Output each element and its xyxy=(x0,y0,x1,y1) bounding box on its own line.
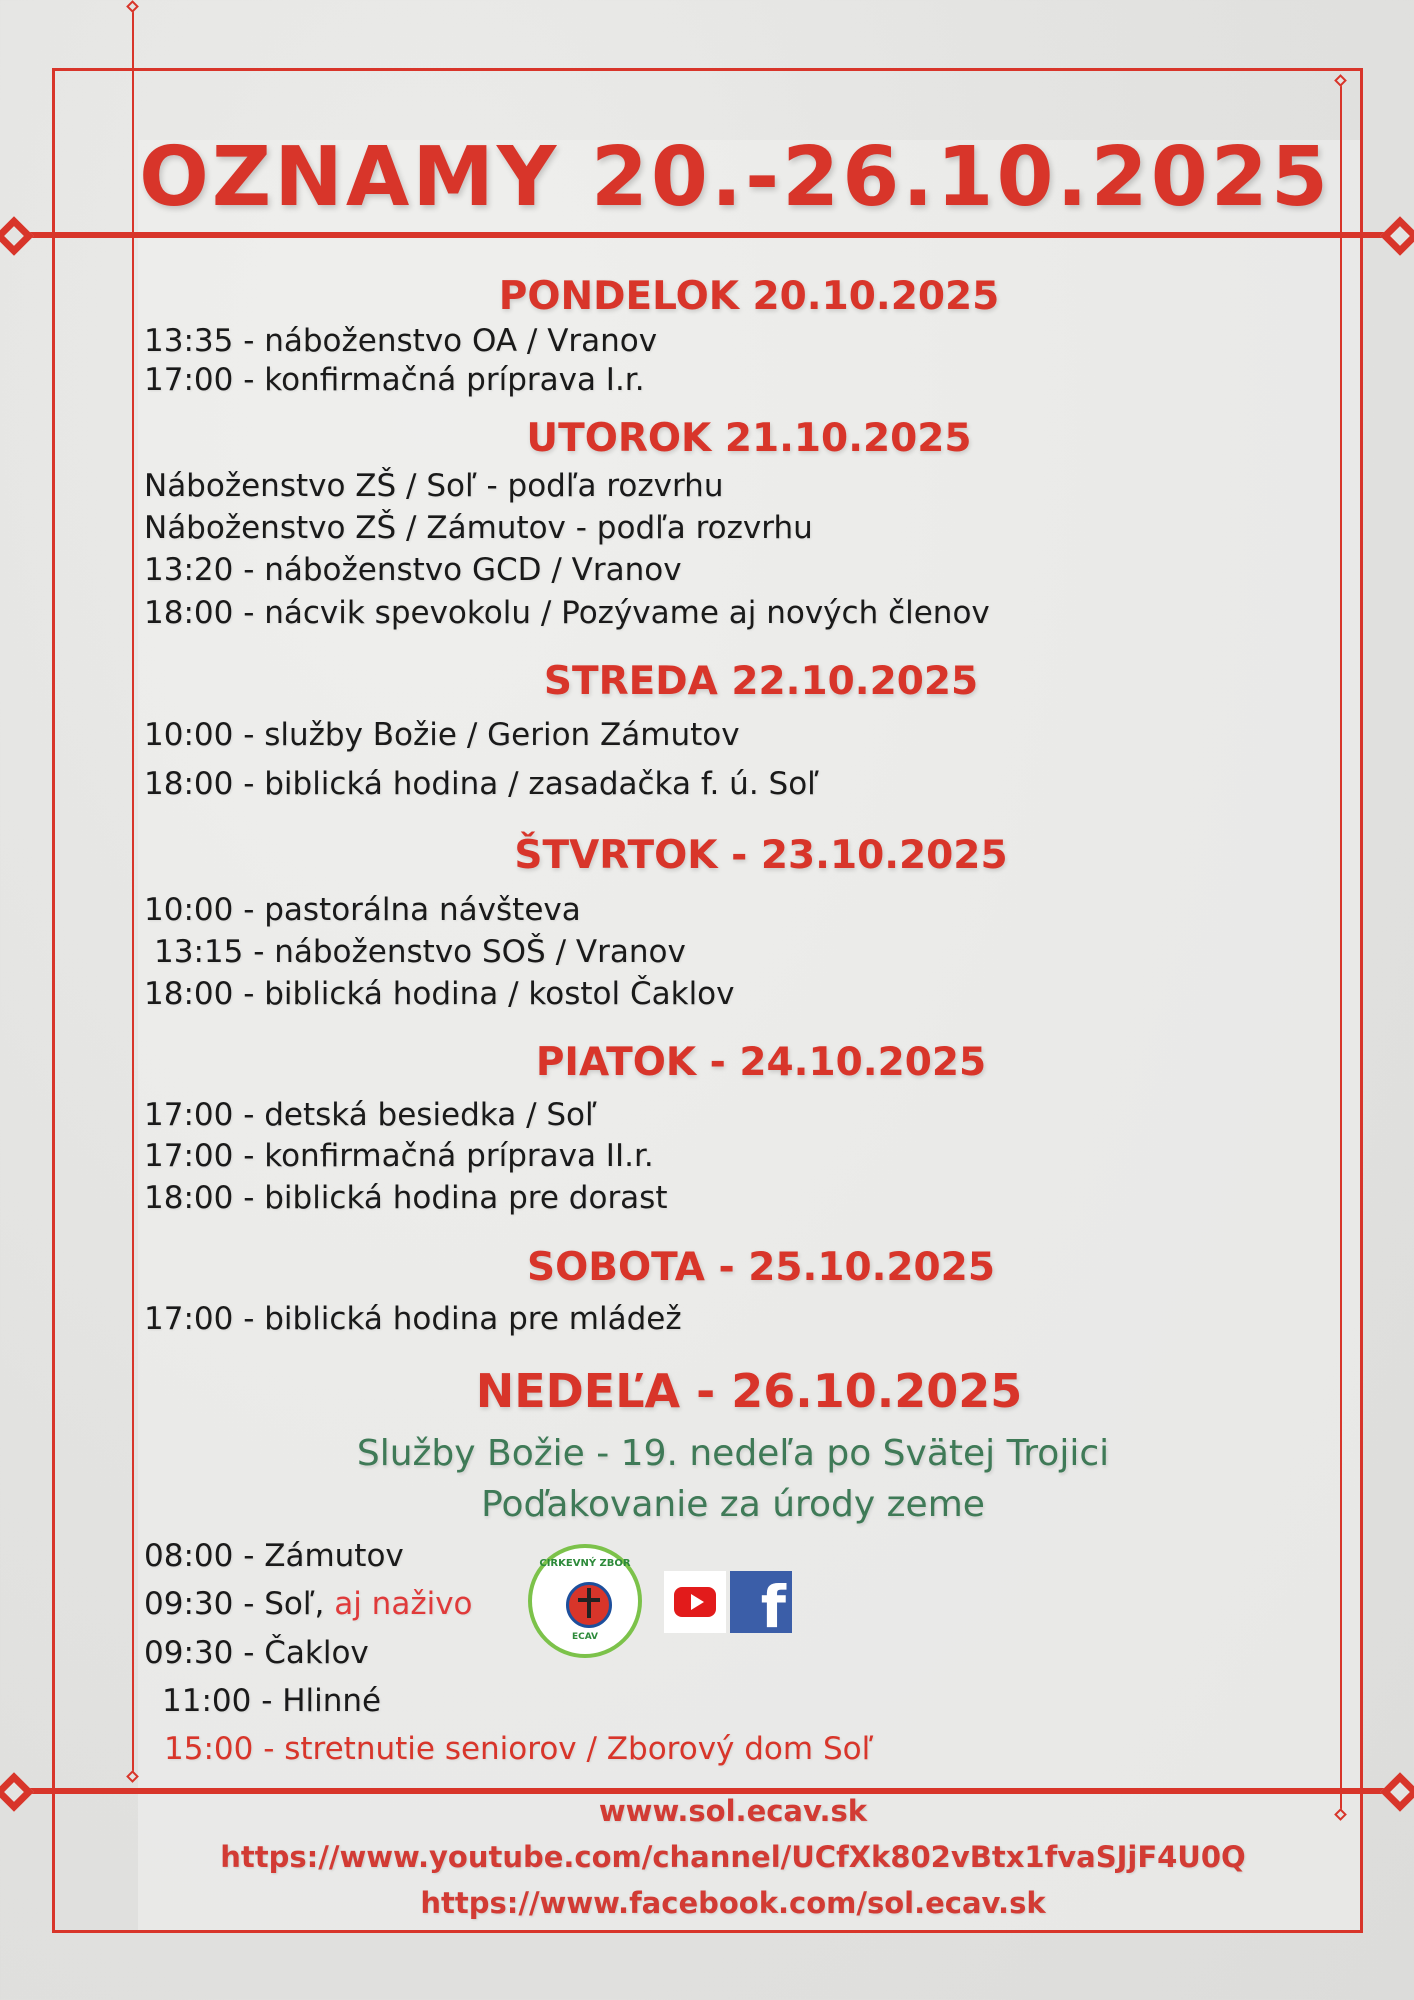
schedule-item: 18:00 - nácvik spevokolu / Pozývame aj nových členov xyxy=(144,595,990,631)
ornament-diamond xyxy=(1334,74,1347,87)
schedule-item: 13:20 - náboženstvo GCD / Vranov xyxy=(144,552,682,588)
frame-left xyxy=(52,68,55,1933)
youtube-link[interactable]: https://www.youtube.com/channel/UCfXk802vBtx1fvaSJjF4U0Q xyxy=(220,1840,1246,1874)
ornament-diamond xyxy=(126,0,139,13)
service-item-text: 09:30 - Soľ, xyxy=(144,1586,325,1622)
website-link[interactable]: www.sol.ecav.sk xyxy=(598,1794,868,1828)
logo-top-text: CIRKEVNÝ ZBOR xyxy=(539,1558,631,1569)
live-label: aj naživo xyxy=(334,1586,473,1622)
schedule-item: 18:00 - biblická hodina pre dorast xyxy=(144,1180,668,1216)
day-heading-friday: PIATOK - 24.10.2025 xyxy=(535,1040,987,1085)
frame-top xyxy=(52,68,1362,71)
facebook-link[interactable]: https://www.facebook.com/sol.ecav.sk xyxy=(420,1886,1046,1920)
schedule-item: 10:00 - pastorálna návšteva xyxy=(144,892,581,928)
day-heading-wednesday: STREDA 22.10.2025 xyxy=(543,659,979,704)
frame-bottom xyxy=(52,1930,1362,1933)
schedule-item: Náboženstvo ZŠ / Zámutov - podľa rozvrhu xyxy=(144,510,813,546)
footer-diamond-right xyxy=(1380,1772,1414,1812)
day-heading-thursday: ŠTVRTOK - 23.10.2025 xyxy=(514,833,1008,878)
schedule-item: Náboženstvo ZŠ / Soľ - podľa rozvrhu xyxy=(144,468,724,504)
schedule-item: 18:00 - biblická hodina / zasadačka f. ú. Soľ xyxy=(144,766,819,802)
schedule-item: 18:00 - biblická hodina / kostol Čaklov xyxy=(144,976,735,1012)
footer-diamond-left xyxy=(0,1772,34,1812)
schedule-item: 13:35 - náboženstvo OA / Vranov xyxy=(144,323,658,359)
schedule-item: 13:15 - náboženstvo SOŠ / Vranov xyxy=(154,934,686,970)
schedule-item: 10:00 - služby Božie / Gerion Zámutov xyxy=(144,717,740,753)
page-title: OZNAMY 20.-26.10.2025 xyxy=(139,130,1331,225)
day-heading-sunday: NEDEĽA - 26.10.2025 xyxy=(475,1364,1023,1418)
day-heading-monday: PONDELOK 20.10.2025 xyxy=(498,274,1000,319)
day-heading-tuesday: UTOROK 21.10.2025 xyxy=(526,416,972,461)
sunday-subtitle-thanksgiving: Poďakovanie za úrody zeme xyxy=(481,1484,985,1525)
sunday-subtitle: Služby Božie - 19. nedeľa po Svätej Trojici xyxy=(356,1433,1110,1474)
facebook-icon[interactable]: f xyxy=(730,1571,792,1633)
inner-left-line xyxy=(132,6,134,1776)
service-item xyxy=(144,1586,473,1622)
frame-right xyxy=(1360,68,1363,1933)
ornament-diamond xyxy=(126,1770,139,1783)
seniors-meeting: 15:00 - stretnutie seniorov / Zborový dom Soľ xyxy=(164,1731,874,1767)
schedule-item: 17:00 - konfirmačná príprava II.r. xyxy=(144,1138,654,1174)
schedule-item: 17:00 - konfirmačná príprava I.r. xyxy=(144,362,645,398)
youtube-icon[interactable] xyxy=(664,1571,726,1633)
church-logo xyxy=(528,1544,642,1658)
day-heading-saturday: SOBOTA - 25.10.2025 xyxy=(527,1245,995,1290)
schedule-item: 17:00 - biblická hodina pre mládež xyxy=(144,1301,682,1337)
title-divider xyxy=(10,232,1404,238)
inner-right-line xyxy=(1340,80,1342,1815)
service-item: 11:00 - Hlinné xyxy=(162,1683,382,1719)
service-item: 09:30 - Čaklov xyxy=(144,1635,369,1671)
logo-bottom-text: ECAV xyxy=(571,1632,599,1642)
schedule-item: 17:00 - detská besiedka / Soľ xyxy=(144,1097,597,1133)
service-item: 08:00 - Zámutov xyxy=(144,1538,404,1574)
